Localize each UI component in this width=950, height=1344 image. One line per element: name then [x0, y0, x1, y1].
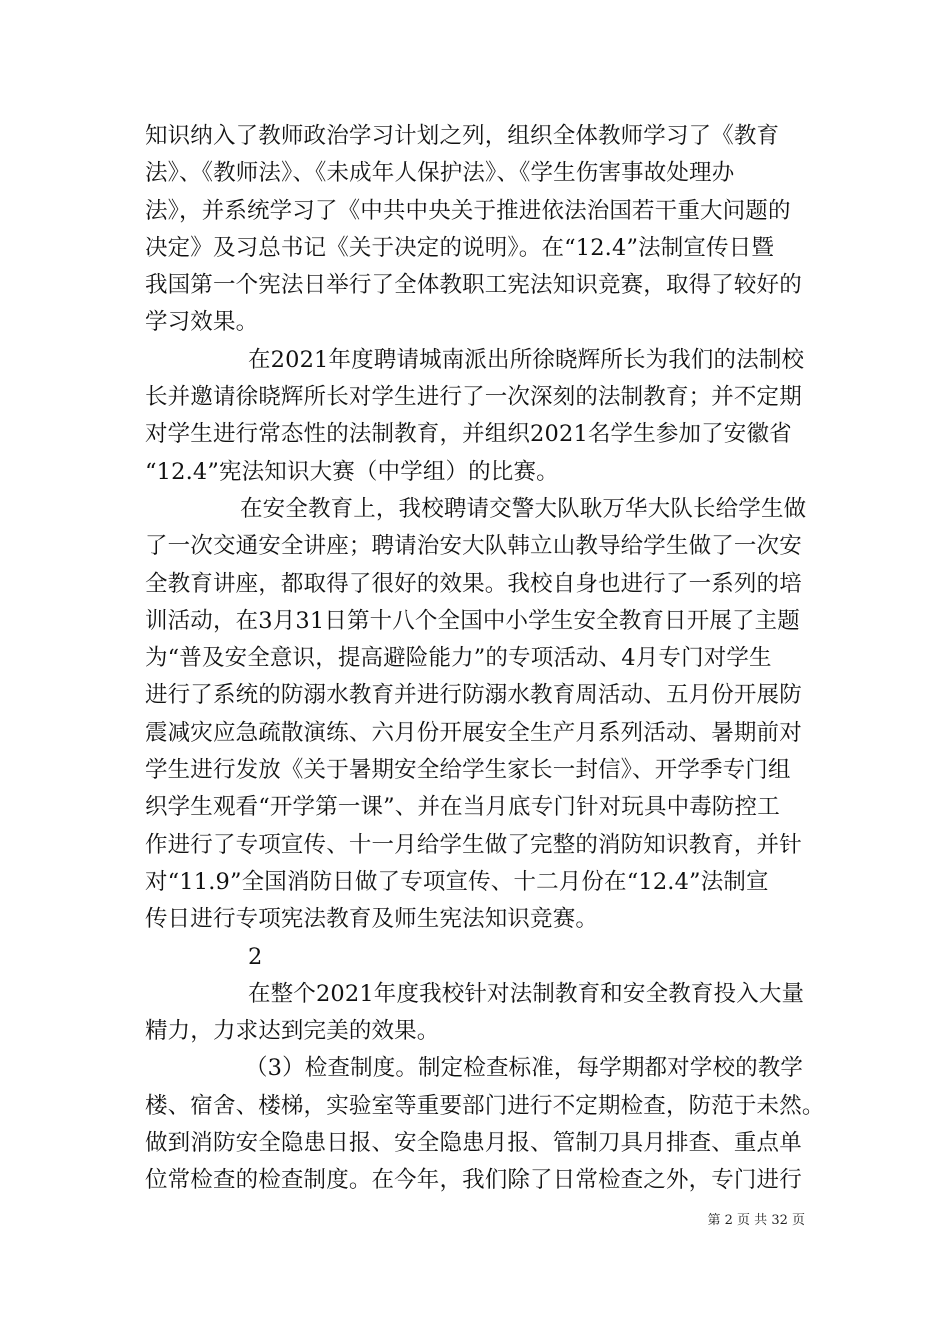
text-line: 法》，并系统学习了《中共中央关于推进依法治国若干重大问题的 [145, 197, 791, 224]
text-line: 学生进行发放《关于暑期安全给学生家长一封信》、开学季专门组 [145, 757, 791, 784]
text-line: 对“11.9”全国消防日做了专项宣传、十二月份在“12.4”法制宣 [145, 868, 769, 895]
text-line: 做到消防安全隐患日报、安全隐患月报、管制刀具月排查、重点单 [145, 1130, 802, 1157]
text-line: 对学生进行常态性的法制教育，并组织2021名学生参加了安徽省 [145, 421, 792, 448]
page-number-marker: 2 [248, 943, 263, 970]
text-line: 在安全教育上，我校聘请交警大队耿万华大队长给学生做 [240, 495, 807, 522]
text-line: 织学生观看“开学第一课”、并在当月底专门针对玩具中毒防控工 [145, 794, 780, 821]
text-line: 全教育讲座，都取得了很好的效果。我校自身也进行了一系列的培 [145, 570, 802, 597]
text-line: 知识纳入了教师政治学习计划之列，组织全体教师学习了《教育 [145, 123, 780, 149]
text-line: 楼、宿舍、楼梯，实验室等重要部门进行不定期检查，防范于未然。 [145, 1092, 825, 1119]
body-text [145, 118, 825, 1200]
text-line: “12.4”宪法知识大赛（中学组）的比赛。 [145, 458, 559, 485]
text-line: 决定》及习总书记《关于决定的说明》。在“12.4”法制宣传日暨 [145, 234, 775, 261]
text-line: 位常检查的检查制度。在今年，我们除了日常检查之外，专门进行 [145, 1167, 802, 1194]
text-line: 传日进行专项宪法教育及师生宪法知识竞赛。 [145, 906, 599, 933]
text-line: 在整个2021年度我校针对法制教育和安全教育投入大量 [248, 980, 805, 1007]
page-footer: 第 2 页 共 32 页 [707, 1213, 805, 1228]
text-line: 进行了系统的防溺水教育并进行防溺水教育周活动、五月份开展防 [145, 682, 802, 709]
text-line: 震减灾应急疏散演练、六月份开展安全生产月系列活动、暑期前对 [145, 719, 802, 746]
text-line: 训活动，在3月31日第十八个全国中小学生安全教育日开展了主题 [145, 607, 800, 634]
text-line: 长并邀请徐晓辉所长对学生进行了一次深刻的法制教育；并不定期 [145, 384, 802, 411]
text-line: 为“普及安全意识，提高避险能力”的专项活动、4月专门对学生 [145, 645, 772, 672]
text-line: 法》、《教师法》、《未成年人保护法》、《学生伤害事故处理办 [145, 160, 735, 187]
text-line: 我国第一个宪法日举行了全体教职工宪法知识竞赛，取得了较好的 [145, 272, 802, 299]
text-line: （3）检查制度。制定检查标准，每学期都对学校的教学 [245, 1055, 804, 1082]
text-line: 精力，力求达到完美的效果。 [145, 1018, 440, 1045]
text-line: 学习效果。 [145, 309, 259, 336]
text-line: 了一次交通安全讲座；聘请治安大队韩立山教导给学生做了一次安 [145, 533, 802, 560]
text-line: 作进行了专项宣传、十一月给学生做了完整的消防知识教育，并针 [145, 831, 802, 858]
text-line: 在2021年度聘请城南派出所徐晓辉所长为我们的法制校 [248, 346, 805, 373]
